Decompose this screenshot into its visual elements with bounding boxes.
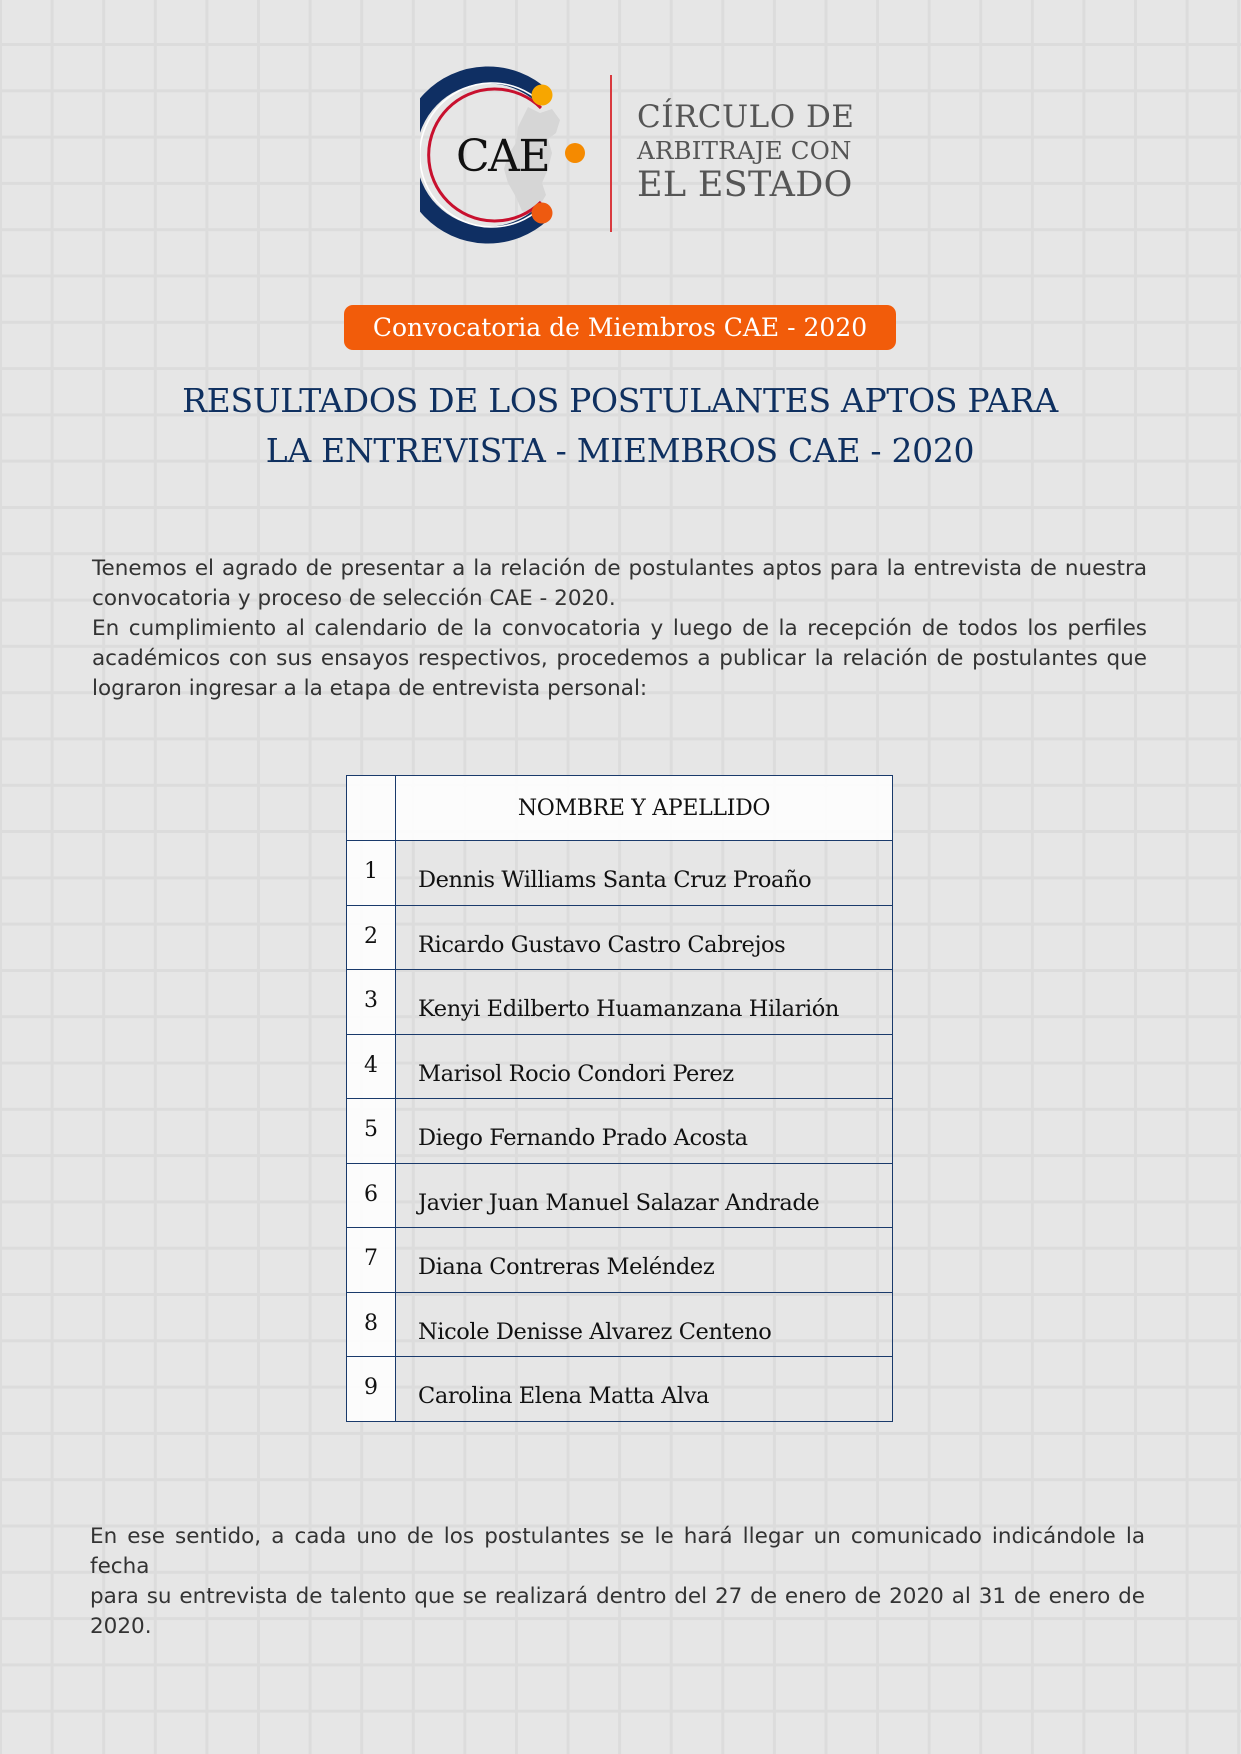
logo-dot-middle (565, 143, 585, 163)
table-row (347, 1163, 893, 1228)
table-row (347, 1034, 893, 1099)
table-row (347, 970, 893, 1035)
row-number: 6 (347, 1163, 396, 1228)
row-name: Javier Juan Manuel Salazar Andrade (396, 1163, 893, 1228)
table-row (347, 905, 893, 970)
row-name: Ricardo Gustavo Castro Cabrejos (396, 905, 893, 970)
column-header-number (347, 776, 396, 841)
logo-dot-bottom (532, 203, 553, 224)
page-title-line-1: RESULTADOS DE LOS POSTULANTES APTOS PARA (182, 381, 1058, 420)
column-header-name: NOMBRE Y APELLIDO (396, 776, 893, 841)
row-number: 8 (347, 1292, 396, 1357)
organization-name-line-1: CÍRCULO DE (637, 99, 855, 135)
row-name: Nicole Denisse Alvarez Centeno (396, 1292, 893, 1357)
table-row (347, 1292, 893, 1357)
row-name: Diego Fernando Prado Acosta (396, 1099, 893, 1164)
organization-name-line-2: ARBITRAJE CON (637, 136, 852, 165)
table-row (347, 1228, 893, 1293)
page-title-line-2: LA ENTREVISTA - MIEMBROS CAE - 2020 (265, 431, 975, 470)
cae-logo-icon (420, 65, 600, 245)
row-name: Carolina Elena Matta Alva (396, 1357, 893, 1422)
organization-name-line-3: EL ESTADO (637, 164, 853, 205)
intro-paragraph (92, 554, 1147, 704)
closing-line: 2020. (90, 1614, 152, 1639)
page-title (120, 376, 1120, 476)
closing-paragraph (90, 1522, 1145, 1642)
row-number: 4 (347, 1034, 396, 1099)
convocatoria-badge: Convocatoria de Miembros CAE - 2020 (344, 305, 896, 350)
cae-logo (420, 65, 600, 245)
row-number: 1 (347, 841, 396, 906)
organization-name (637, 99, 855, 205)
closing-line: para su entrevista de talento que se realizará dentro del 27 de enero de 2020 al 31 de enero de (90, 1584, 1145, 1609)
intro-line: lograron ingresar a la etapa de entrevista personal: (92, 676, 648, 701)
row-number: 5 (347, 1099, 396, 1164)
intro-line: En cumplimiento al calendario de la convocatoria y luego de la recepción de todos los perfiles (92, 616, 1147, 641)
logo-divider (610, 75, 612, 232)
intro-line: convocatoria y proceso de selección CAE - 2020. (92, 586, 616, 611)
row-name: Diana Contreras Meléndez (396, 1228, 893, 1293)
intro-line: Tenemos el agrado de presentar a la relación de postulantes aptos para la entrevista de nuestra (92, 556, 1147, 581)
logo-dot-top (532, 85, 553, 106)
table-header-row (347, 776, 893, 841)
intro-line: académicos con sus ensayos respectivos, procedemos a publicar la relación de postulantes que (92, 646, 1147, 671)
row-number: 3 (347, 970, 396, 1035)
logo-mark-text: CAE (456, 131, 550, 182)
row-number: 2 (347, 905, 396, 970)
table-row (347, 1357, 893, 1422)
row-name: Dennis Williams Santa Cruz Proaño (396, 841, 893, 906)
closing-line: En ese sentido, a cada uno de los postulantes se le hará llegar un comunicado indicándole la fecha (90, 1524, 1145, 1579)
results-table (346, 775, 893, 1422)
table-row (347, 841, 893, 906)
row-name: Marisol Rocio Condori Perez (396, 1034, 893, 1099)
table-row (347, 1099, 893, 1164)
row-number: 7 (347, 1228, 396, 1293)
row-number: 9 (347, 1357, 396, 1422)
row-name: Kenyi Edilberto Huamanzana Hilarión (396, 970, 893, 1035)
